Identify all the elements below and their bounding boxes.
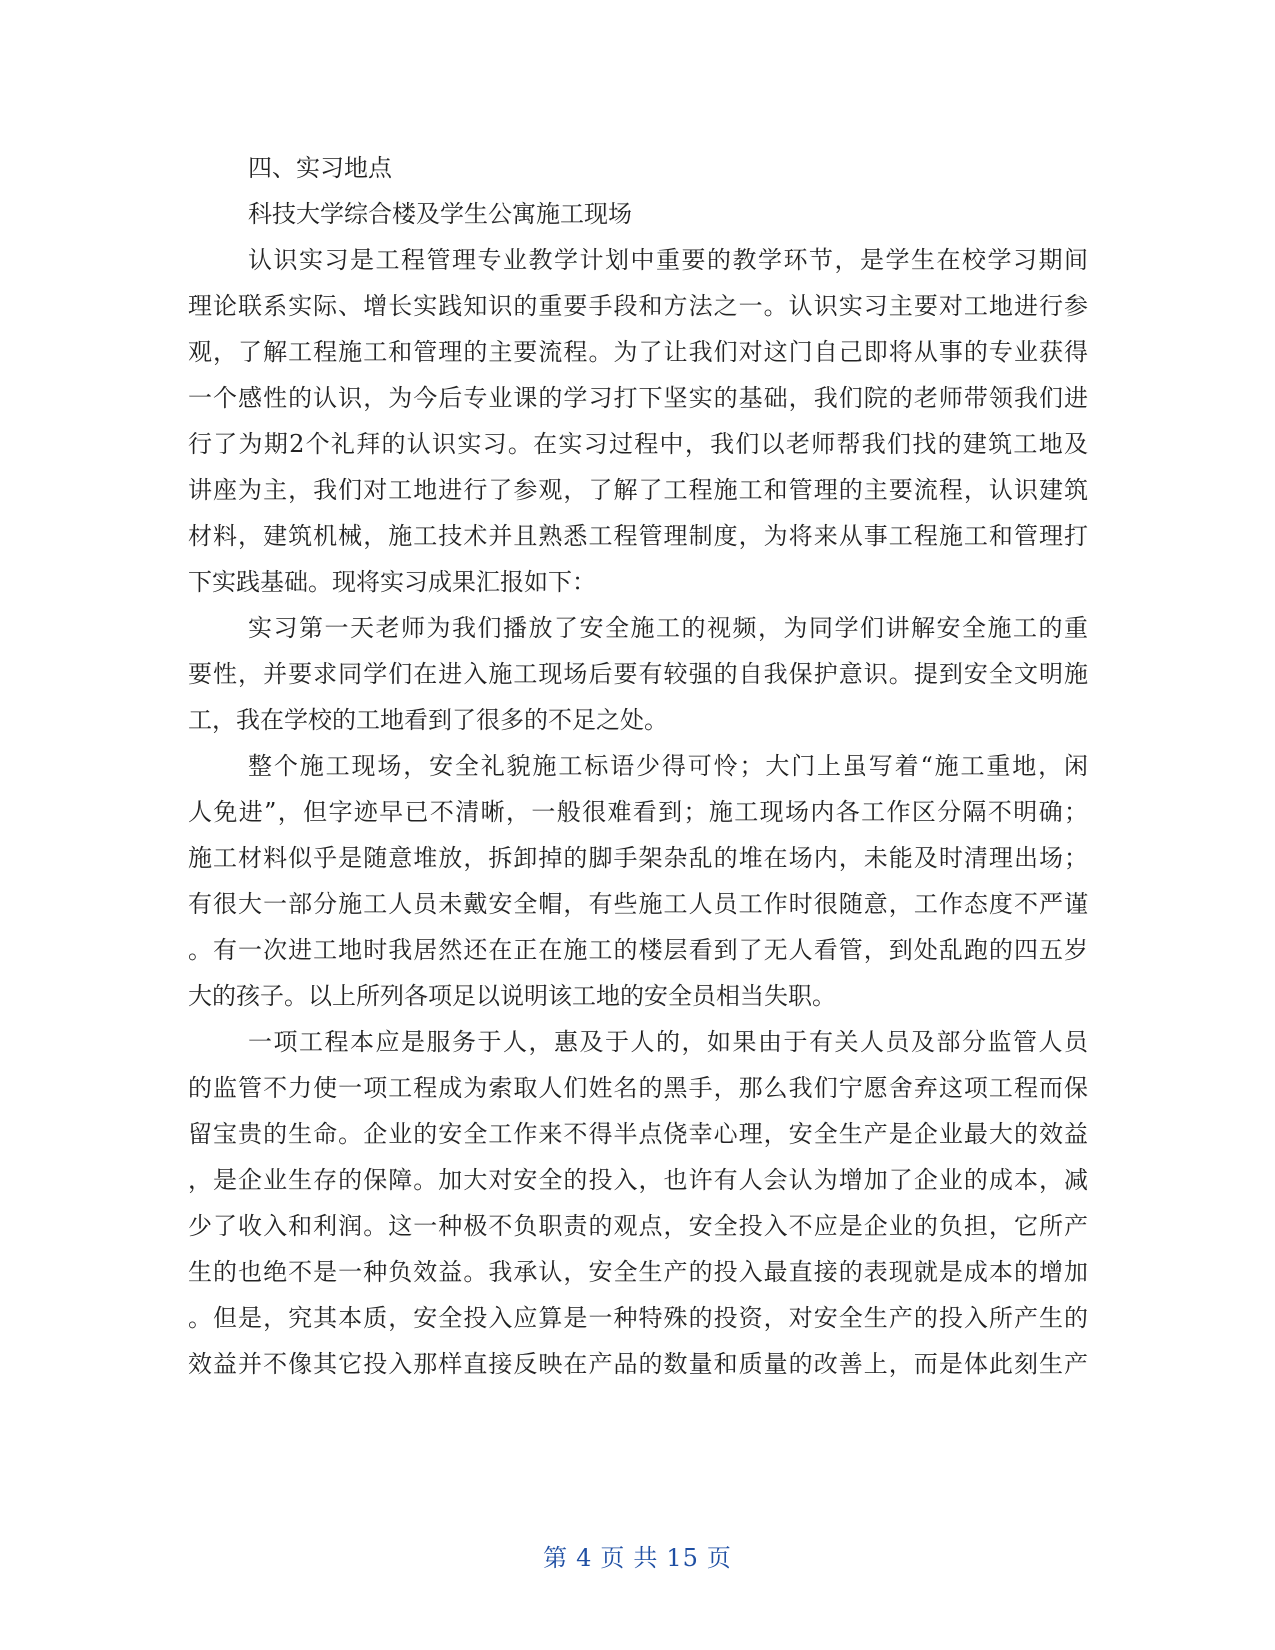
paragraph-line: 施工材料似乎是随意堆放，拆卸掉的脚手架杂乱的堆在场内，未能及时清理出场；: [188, 844, 1088, 872]
paragraph-line: 整个施工现场，安全礼貌施工标语少得可怜；大门上虽写着“施工重地，闲: [248, 752, 1088, 780]
paragraph-line: 。但是，究其本质，安全投入应算是一种特殊的投资，对安全生产的投入所产生的: [188, 1304, 1088, 1332]
paragraph-line: 的监管不力使一项工程成为索取人们姓名的黑手，那么我们宁愿舍弃这项工程而保: [188, 1074, 1088, 1102]
page-label-mid: 页: [600, 1544, 626, 1572]
paragraph-line: 认识实习是工程管理专业教学计划中重要的教学环节，是学生在校学习期间: [248, 246, 1088, 274]
location-text: 科技大学综合楼及学生公寓施工现场: [248, 200, 632, 228]
document-body: [188, 145, 1088, 1387]
paragraph-1: [188, 237, 1088, 605]
page-label-prefix: 第: [543, 1544, 569, 1572]
paragraph-line: 工，我在学校的工地看到了很多的不足之处。: [188, 706, 668, 734]
paragraph-line: 一项工程本应是服务于人，惠及于人的，如果由于有关人员及部分监管人员: [248, 1028, 1088, 1056]
paragraph-line: 理论联系实际、增长实践知识的重要手段和方法之一。认识实习主要对工地进行参: [188, 292, 1088, 320]
paragraph-2: [188, 605, 1088, 743]
page-number-footer: [0, 1538, 1275, 1573]
paragraph-line: 大的孩子。以上所列各项足以说明该工地的安全员相当失职。: [188, 982, 836, 1010]
paragraph-line: 少了收入和利润。这一种极不负职责的观点，安全投入不应是企业的负担，它所产: [188, 1212, 1088, 1240]
paragraph-line: 效益并不像其它投入那样直接反映在产品的数量和质量的改善上，而是体此刻生产: [188, 1350, 1088, 1378]
paragraph-line: 一个感性的认识，为今后专业课的学习打下坚实的基础，我们院的老师带领我们进: [188, 384, 1088, 412]
paragraph-3: [188, 743, 1088, 1019]
paragraph-line: 下实践基础。现将实习成果汇报如下：: [188, 568, 596, 596]
paragraph-line: 实习第一天老师为我们播放了安全施工的视频，为同学们讲解安全施工的重: [248, 614, 1088, 642]
paragraph-line: 人免进”，但字迹早已不清晰，一般很难看到；施工现场内各工作区分隔不明确；: [188, 798, 1088, 826]
paragraph-line: 生的也绝不是一种负效益。我承认，安全生产的投入最直接的表现就是成本的增加: [188, 1258, 1088, 1286]
section-heading: 四、实习地点: [248, 154, 392, 182]
paragraph-line: 材料，建筑机械，施工技术并且熟悉工程管理制度，为将来从事工程施工和管理打: [188, 522, 1088, 550]
paragraph-line: 要性，并要求同学们在进入施工现场后要有较强的自我保护意识。提到安全文明施: [188, 660, 1088, 688]
page-label-suffix: 页: [706, 1544, 732, 1572]
total-label: 共: [633, 1544, 659, 1572]
paragraph-line: 留宝贵的生命。企业的安全工作来不得半点侥幸心理，安全生产是企业最大的效益: [188, 1120, 1088, 1148]
paragraph-line: 有很大一部分施工人员未戴安全帽，有些施工人员工作时很随意，工作态度不严谨: [188, 890, 1088, 918]
current-page-number: 4: [576, 1544, 593, 1572]
paragraph-line: 行了为期2个礼拜的认识实习。在实习过程中，我们以老师帮我们找的建筑工地及: [188, 430, 1088, 458]
paragraph-line: 。有一次进工地时我居然还在正在施工的楼层看到了无人看管，到处乱跑的四五岁: [188, 936, 1088, 964]
paragraph-line: 观，了解工程施工和管理的主要流程。为了让我们对这门自己即将从事的专业获得: [188, 338, 1088, 366]
paragraph-line: ，是企业生存的保障。加大对安全的投入，也许有人会认为增加了企业的成本，减: [188, 1166, 1088, 1194]
paragraph-line: 讲座为主，我们对工地进行了参观，了解了工程施工和管理的主要流程，认识建筑: [188, 476, 1088, 504]
total-page-number: 15: [666, 1544, 699, 1572]
paragraph-4: [188, 1019, 1088, 1387]
